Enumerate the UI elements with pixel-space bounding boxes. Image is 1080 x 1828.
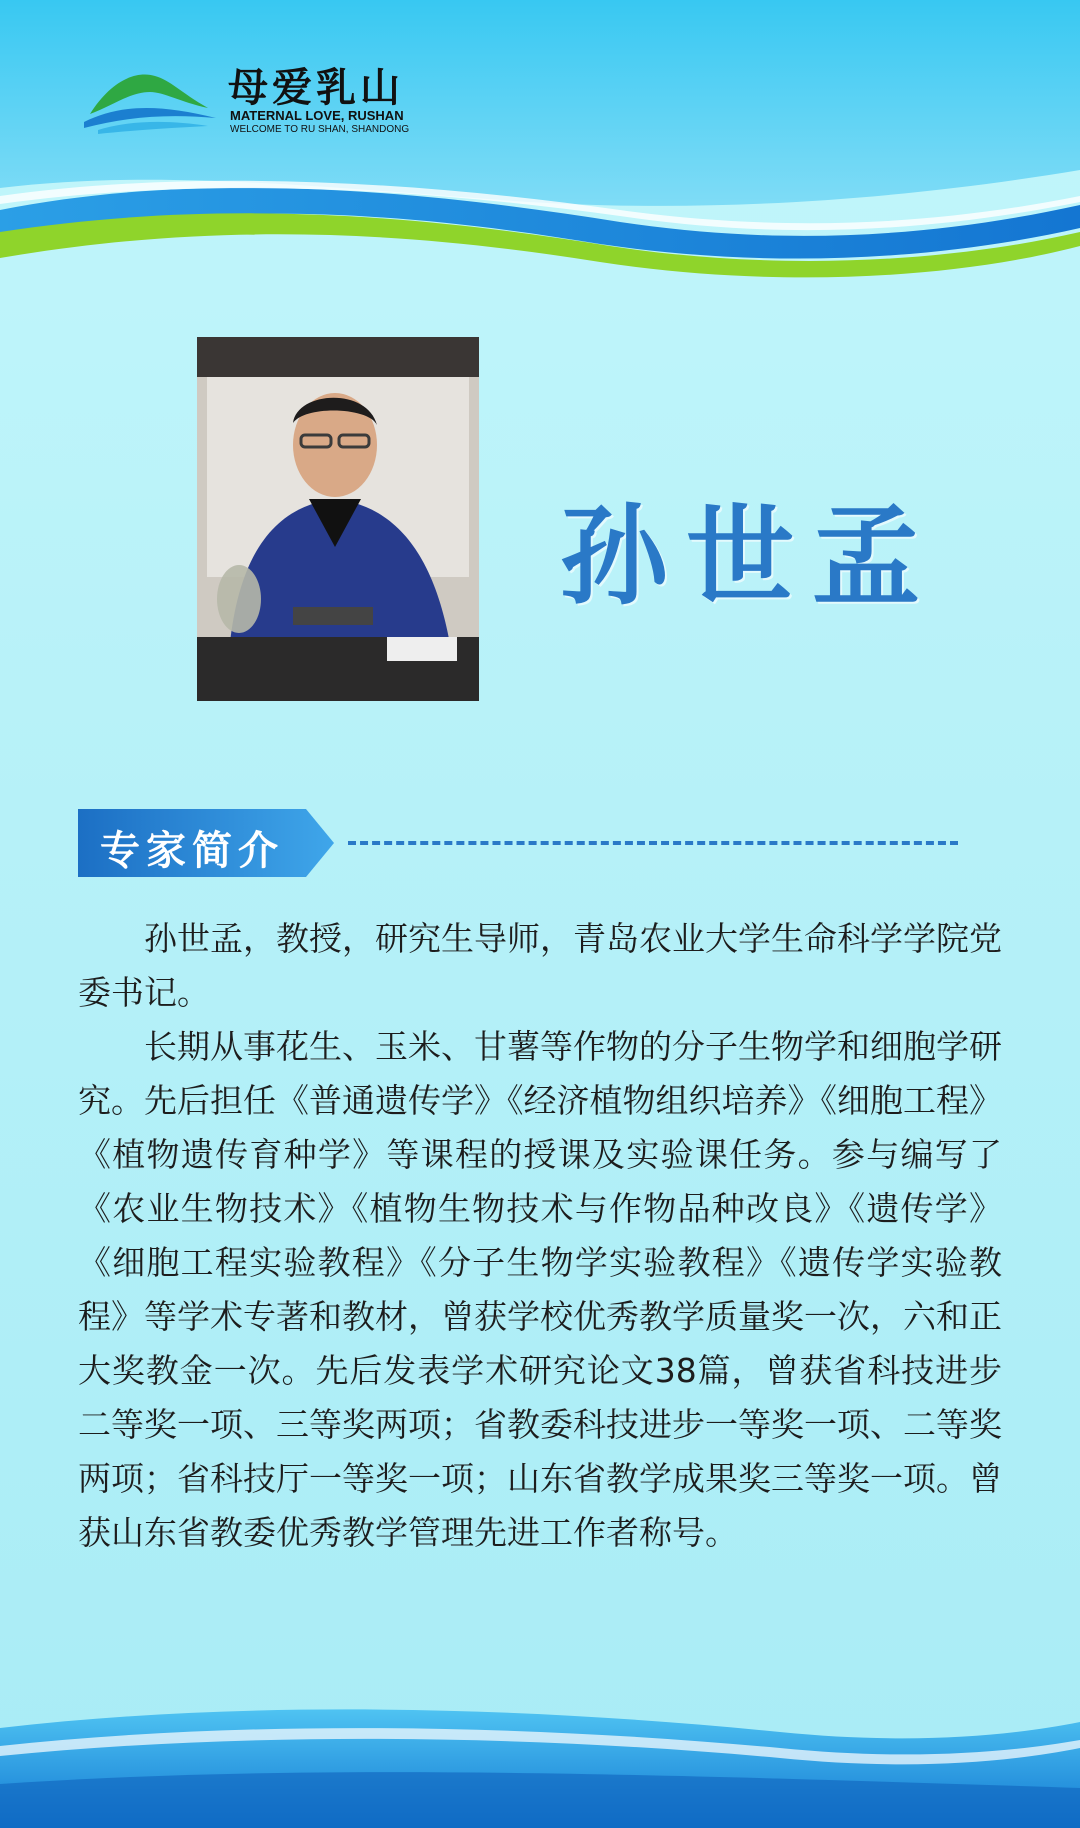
portrait-photo-icon [197, 337, 479, 701]
expert-photo [197, 337, 479, 701]
bio-paragraph-2: 长期从事花生、玉米、甘薯等作物的分子生物学和细胞学研究。先后担任《普通遗传学》《经济植物组织培养》《细胞工程》《植物遗传育种学》等课程的授课及实验课任务。参与编写了《农业生物技术》《植物生物技术与作物品种改良》《遗传学》《细胞工程实验教程》《分子生物学实验教程》《遗传学实验教程》等学术专著和教材，曾获学校优秀教学质量奖一次，六和正大奖教金一次。先后发表学术研究论文38篇，曾获省科技进步二等奖一项、三等奖两项；省教委科技进步一等奖一项、二等奖两项；省科技厅一等奖一项；山东省教学成果奖三等奖一项。曾获山东省教委优秀教学管理先进工作者称号。 [78, 1027, 1002, 1552]
header-wave-banner [0, 0, 1080, 300]
expert-name: 孙世孟 [560, 494, 939, 620]
mountain-wave-icon [80, 62, 220, 134]
section-divider [348, 841, 958, 845]
logo-english-line2: WELCOME TO RU SHAN, SHANDONG [230, 124, 410, 135]
section-title: 专家简介 [100, 827, 284, 874]
section-heading [78, 809, 978, 877]
bio-paragraph-1: 孙世孟，教授，研究生导师，青岛农业大学生命科学学院党委书记。 [78, 919, 1002, 1012]
logo-english-line1: MATERNAL LOVE, RUSHAN [230, 108, 404, 123]
expert-bio [78, 912, 1002, 1560]
logo-chinese-text: 母爱乳山 [228, 64, 404, 111]
rushan-logo [80, 56, 420, 142]
footer-wave-banner [0, 1688, 1080, 1828]
